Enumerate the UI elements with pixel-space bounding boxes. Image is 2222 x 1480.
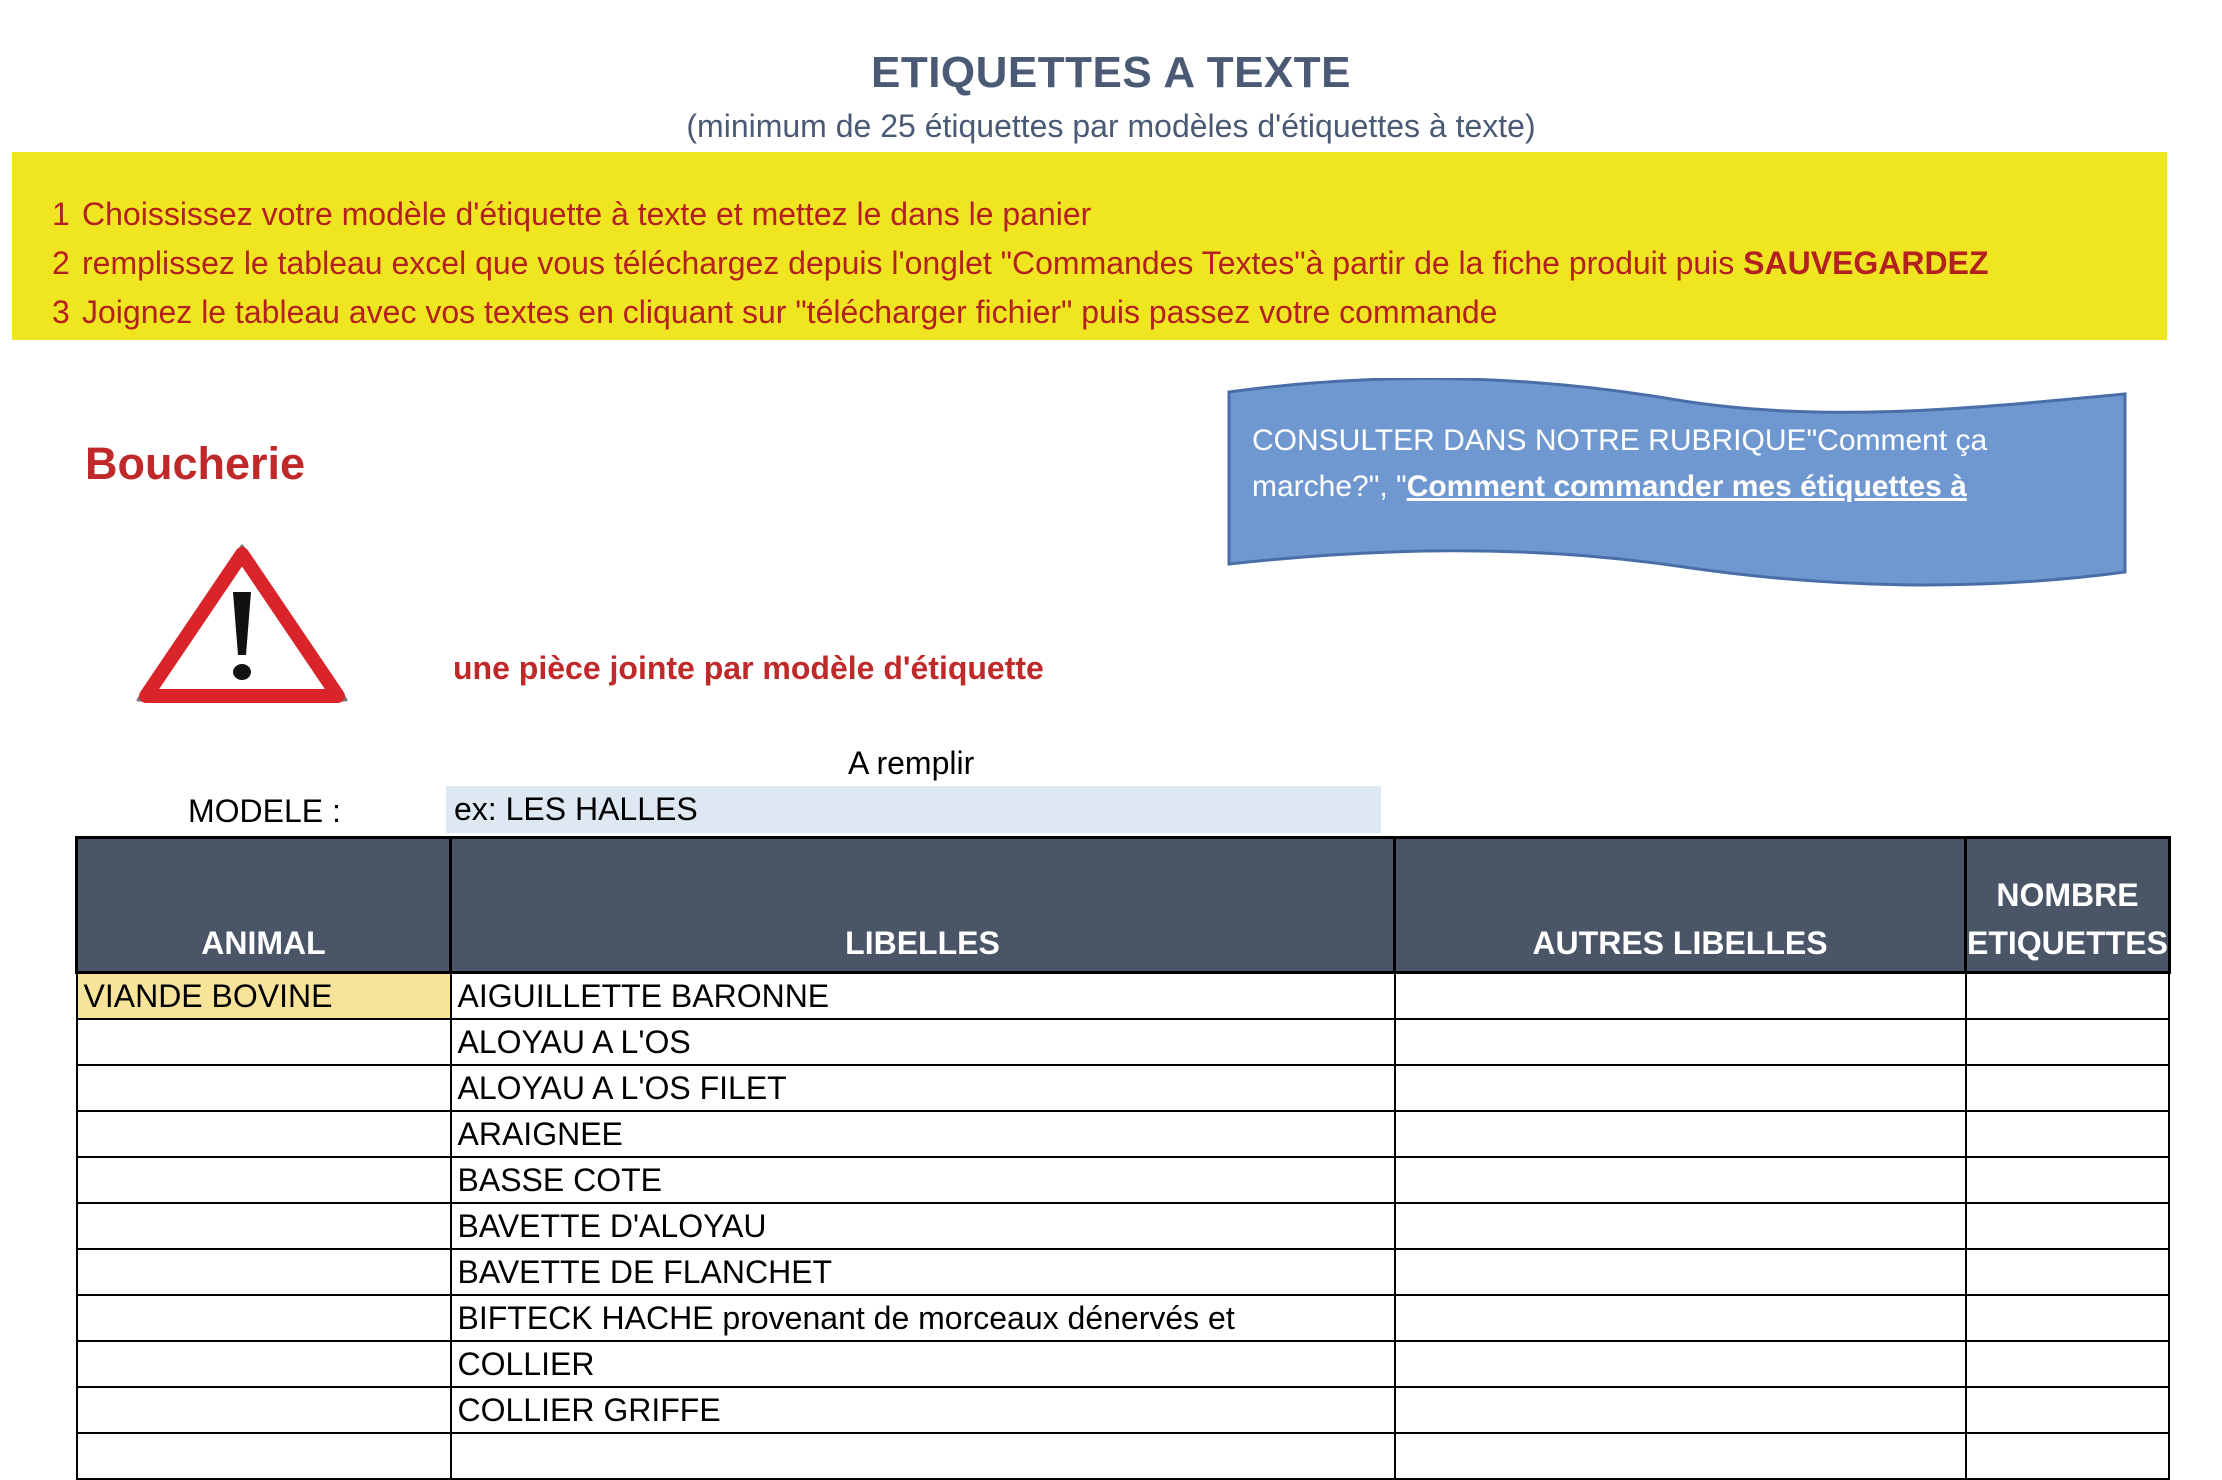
nombre-etiquettes-cell[interactable] [1966,1295,2170,1341]
how-to-order-link[interactable]: Comment commander mes étiquettes à [1406,470,1967,503]
info-callout-text: CONSULTER DANS NOTRE RUBRIQUE"Comment ça marche?", " [1252,424,1988,503]
page-subtitle: (minimum de 25 étiquettes par modèles d'étiquettes à texte) [686,108,1536,144]
table-header-row [77,838,2170,973]
animal-cell[interactable] [77,1065,451,1111]
column-header-animal: ANIMAL [77,838,451,973]
warning-triangle-icon [132,540,352,708]
animal-cell[interactable] [77,1111,451,1157]
autres-libelles-cell[interactable] [1395,1433,1966,1479]
animal-cell[interactable] [77,1433,451,1479]
nombre-etiquettes-cell[interactable] [1966,1019,2170,1065]
instruction-1: 1 Choississez votre modèle d'étiquette à texte et mettez le dans le panier [52,196,1092,232]
libelle-cell[interactable]: BIFTECK HACHE provenant de morceaux dénervés et [451,1295,1395,1341]
libelle-cell[interactable]: AIGUILLETTE BARONNE [451,973,1395,1020]
column-header-nombre-etiquettes: NOMBRE ETIQUETTES [1966,838,2170,973]
libelle-cell[interactable]: BAVETTE DE FLANCHET [451,1249,1395,1295]
table-row [77,1249,2170,1295]
labels-table [75,836,2171,1480]
table-row [77,1111,2170,1157]
nombre-etiquettes-cell[interactable] [1966,1065,2170,1111]
instruction-3: 3 Joignez le tableau avec vos textes en cliquant sur "télécharger fichier" puis passez votre commande [52,294,1498,330]
nombre-etiquettes-cell[interactable] [1966,1203,2170,1249]
animal-cell[interactable] [77,1387,451,1433]
table-row [77,1203,2170,1249]
autres-libelles-cell[interactable] [1395,973,1966,1020]
nombre-etiquettes-cell[interactable] [1966,1157,2170,1203]
save-emphasis: SAUVEGARDEZ [1743,245,1989,281]
libelle-cell[interactable]: BAVETTE D'ALOYAU [451,1203,1395,1249]
animal-cell[interactable] [77,1341,451,1387]
libelle-cell[interactable]: ALOYAU A L'OS FILET [451,1065,1395,1111]
table-row [77,1019,2170,1065]
animal-cell[interactable] [77,1157,451,1203]
autres-libelles-cell[interactable] [1395,1387,1966,1433]
nombre-etiquettes-cell[interactable] [1966,1111,2170,1157]
animal-cell[interactable] [77,1249,451,1295]
column-header-autres-libelles: AUTRES LIBELLES [1395,838,1966,973]
modele-label: MODELE : [188,793,341,829]
table-body [77,973,2170,1480]
fill-in-label: A remplir [848,745,975,781]
modele-input[interactable]: ex: LES HALLES [446,786,1381,833]
nombre-etiquettes-cell[interactable] [1966,1341,2170,1387]
table-row [77,1065,2170,1111]
table-row [77,1341,2170,1387]
autres-libelles-cell[interactable] [1395,1111,1966,1157]
autres-libelles-cell[interactable] [1395,1157,1966,1203]
warning-text: une pièce jointe par modèle d'étiquette [453,650,1044,686]
info-callout [1252,418,2072,510]
table-row [77,1295,2170,1341]
libelle-cell[interactable]: COLLIER [451,1341,1395,1387]
table-row [77,1433,2170,1479]
nombre-etiquettes-cell[interactable] [1966,1249,2170,1295]
libelle-cell[interactable]: BASSE COTE [451,1157,1395,1203]
nombre-etiquettes-cell[interactable] [1966,973,2170,1020]
libelle-cell[interactable]: ARAIGNEE [451,1111,1395,1157]
libelle-cell[interactable] [451,1433,1395,1479]
autres-libelles-cell[interactable] [1395,1019,1966,1065]
table-row [77,973,2170,1020]
animal-cell[interactable] [77,1203,451,1249]
section-title: Boucherie [85,438,306,489]
libelle-cell[interactable]: COLLIER GRIFFE [451,1387,1395,1433]
autres-libelles-cell[interactable] [1395,1065,1966,1111]
nombre-etiquettes-cell[interactable] [1966,1387,2170,1433]
table-row [77,1157,2170,1203]
column-header-libelles: LIBELLES [451,838,1395,973]
autres-libelles-cell[interactable] [1395,1341,1966,1387]
libelle-cell[interactable]: ALOYAU A L'OS [451,1019,1395,1065]
page-title: ETIQUETTES A TEXTE [870,48,1351,97]
table-row [77,1387,2170,1433]
autres-libelles-cell[interactable] [1395,1295,1966,1341]
instruction-2: 2 remplissez le tableau excel que vous téléchargez depuis l'onglet "Commandes Textes"à partir de la fiche produit puis SAUVEGARDEZ [52,245,1989,281]
autres-libelles-cell[interactable] [1395,1249,1966,1295]
animal-cell[interactable] [77,1019,451,1065]
autres-libelles-cell[interactable] [1395,1203,1966,1249]
nombre-etiquettes-cell[interactable] [1966,1433,2170,1479]
animal-cell[interactable] [77,1295,451,1341]
animal-cell[interactable]: VIANDE BOVINE [77,973,451,1020]
